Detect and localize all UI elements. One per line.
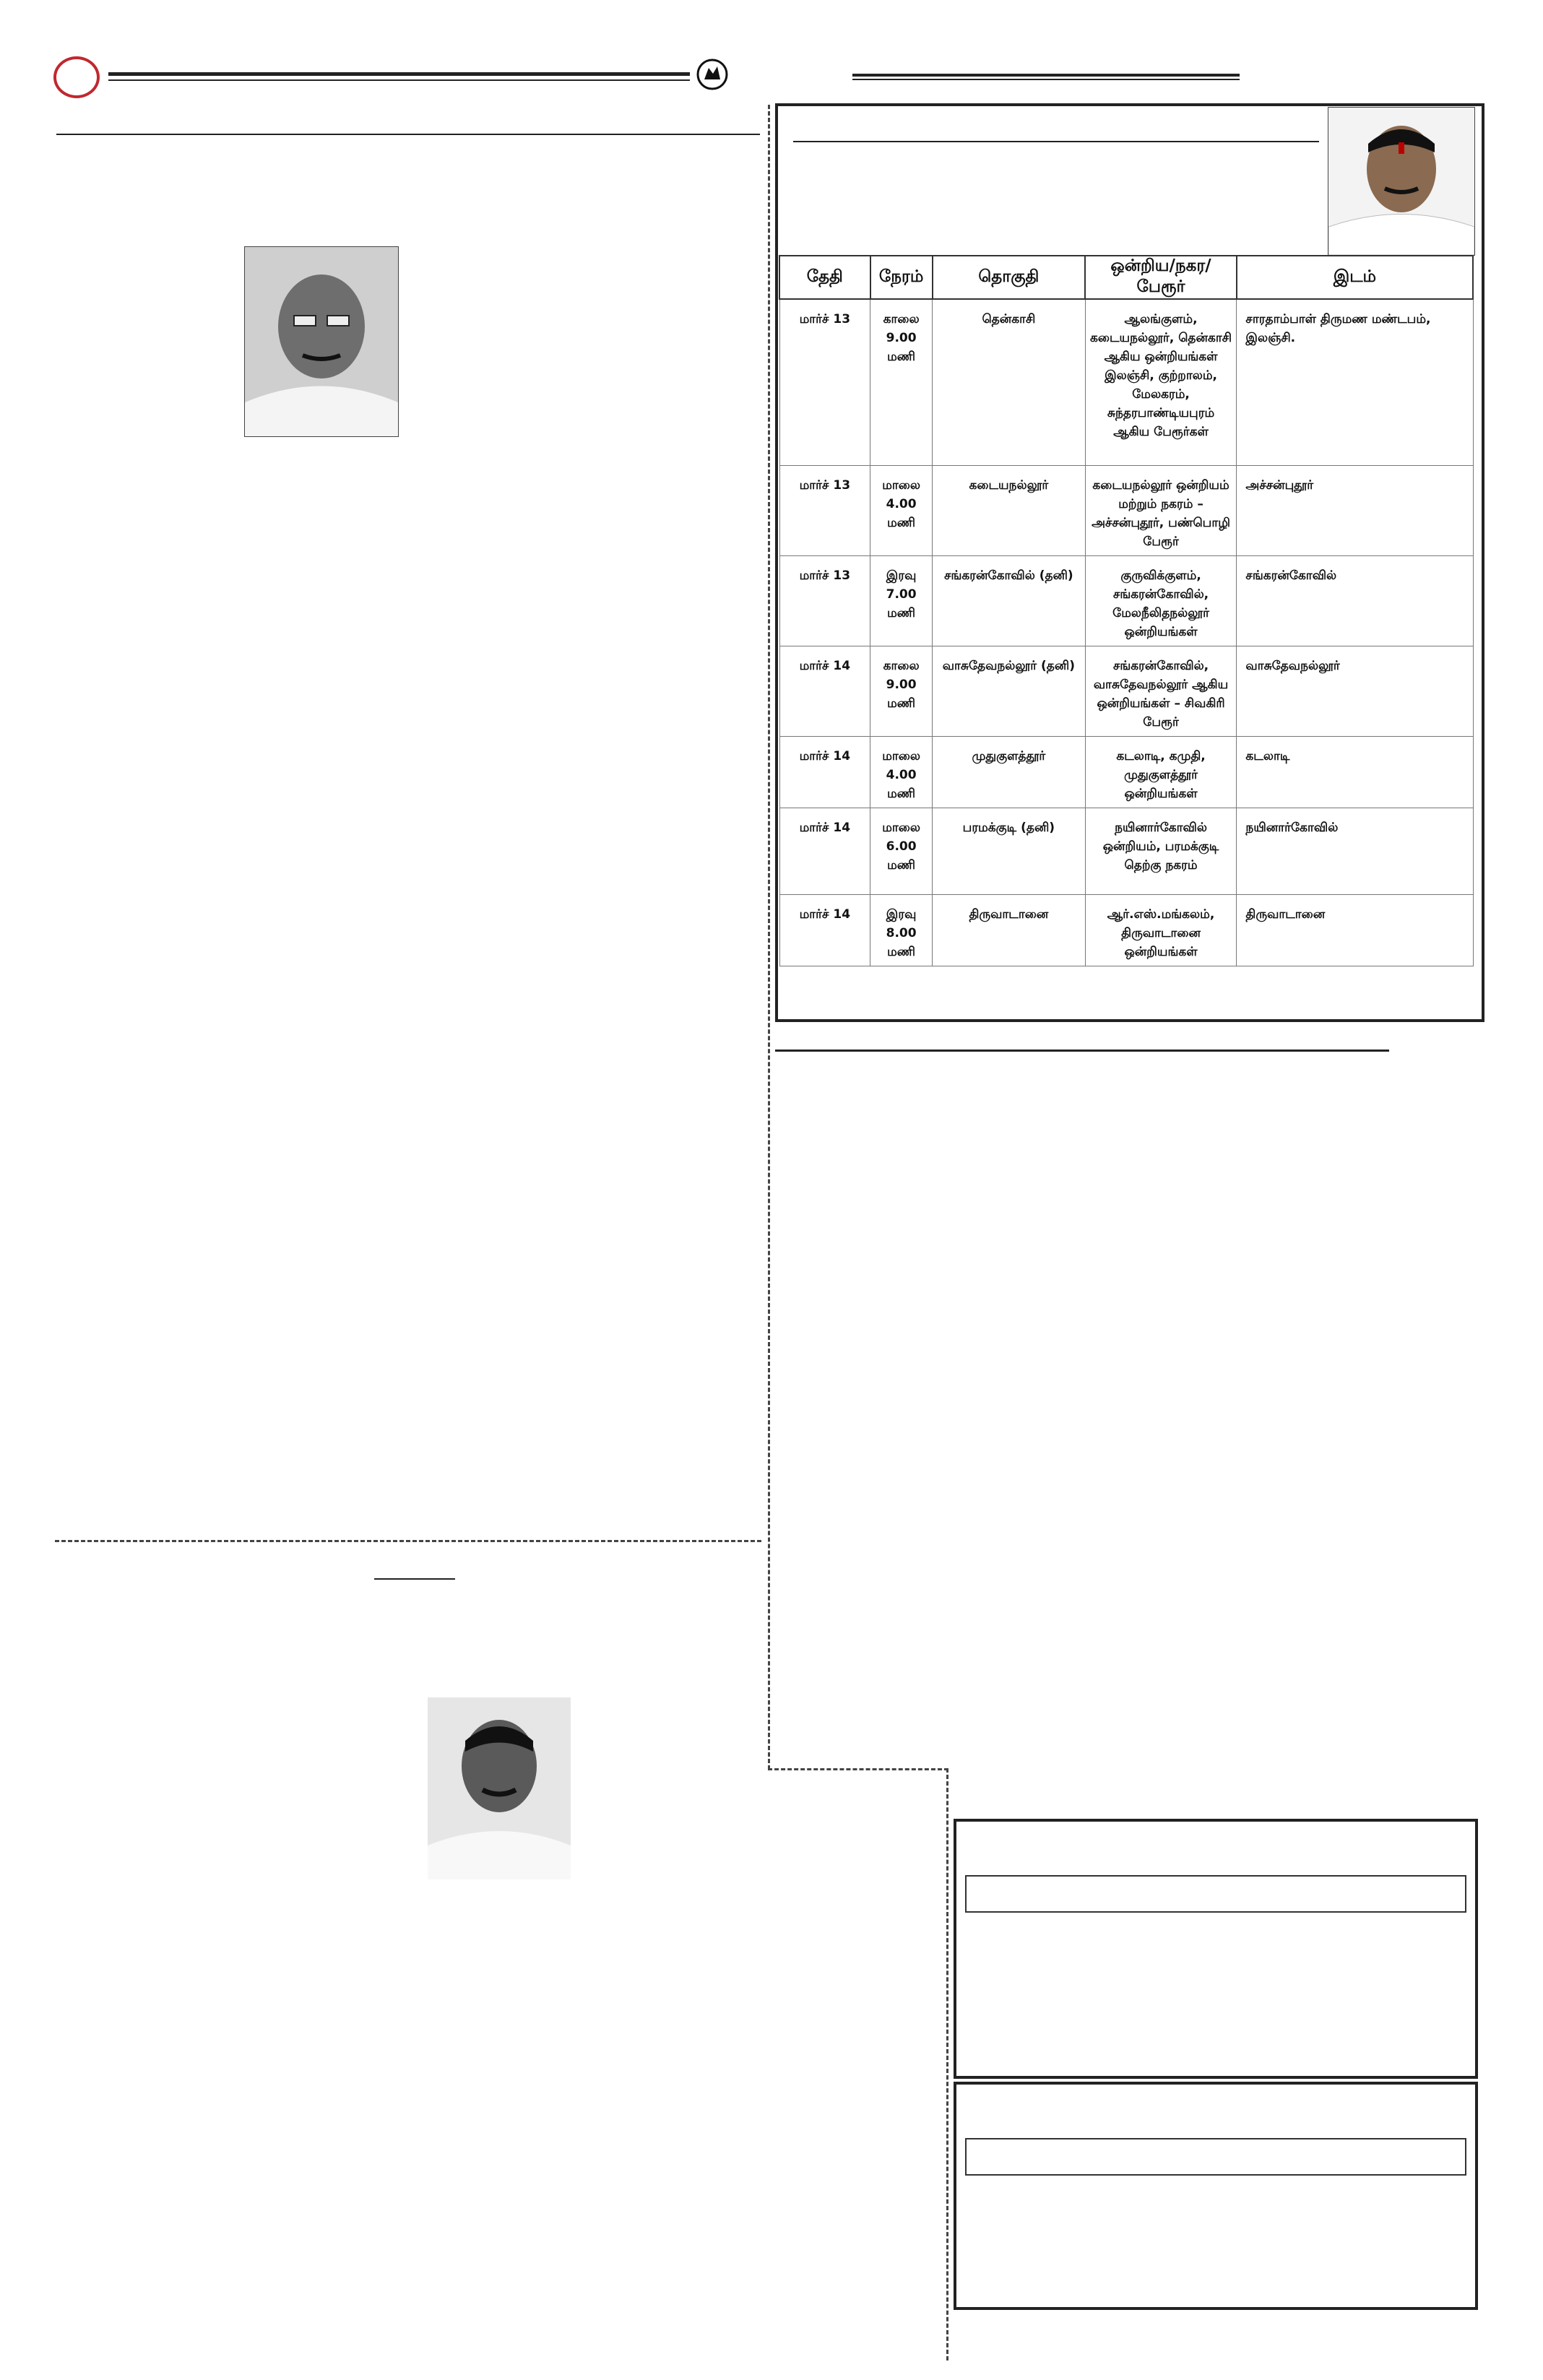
cell-union: ஆர்.எஸ்.மங்கலம், திருவாடானை ஒன்றியங்கள் (1085, 894, 1237, 966)
header-time: நேரம் (870, 256, 933, 299)
cell-date: மார்ச் 14 (779, 646, 870, 736)
right-story-rule (775, 1050, 1389, 1052)
left-section-divider (55, 1540, 761, 1542)
leader-photo-schedule (1328, 107, 1475, 256)
notice-box-2 (954, 2082, 1478, 2310)
cell-time: மாலை 4.00 மணி (870, 736, 933, 808)
header-union: ஒன்றிய/நகர/பேரூர் (1085, 256, 1237, 299)
cell-constituency: கடையநல்லூர் (933, 465, 1086, 555)
cell-union: கடலாடி, கமுதி, முதுகுளத்தூர் ஒன்றியங்கள் (1085, 736, 1237, 808)
right-header-rule-thin (852, 79, 1240, 80)
cell-constituency: வாசுதேவநல்லூர் (தனி) (933, 646, 1086, 736)
cell-time: காலை 9.00 மணி (870, 299, 933, 465)
notice-box-1-banner (965, 1875, 1466, 1913)
schedule-headline-rule (793, 141, 1319, 142)
header-venue: இடம் (1237, 256, 1473, 299)
cell-constituency: பரமக்குடி (தனி) (933, 808, 1086, 894)
cell-union: குருவிக்குளம், சங்கரன்கோவில், மேலநீலிதநல்லூர் ஒன்றியங்கள் (1085, 555, 1237, 646)
table-row (779, 555, 1473, 646)
cell-venue: அச்சன்புதூர் (1237, 465, 1473, 555)
cell-constituency: தென்காசி (933, 299, 1086, 465)
header-date: தேதி (779, 256, 870, 299)
cell-venue: சங்கரன்கோவில் (1237, 555, 1473, 646)
cell-union: கடையநல்லூர் ஒன்றியம் மற்றும் நகரம் – அச்சன்புதூர், பண்பொழி பேரூர் (1085, 465, 1237, 555)
cell-union: ஆலங்குளம், கடையநல்லூர், தென்காசி ஆகிய ஒன்றியங்கள் இலஞ்சி, குற்றாலம், மேலகரம், சுந்தரபாண்டியபுரம் ஆகிய பேரூர்கள் (1085, 299, 1237, 465)
cell-date: மார்ச் 14 (779, 894, 870, 966)
notice-box-2-banner (965, 2138, 1466, 2176)
cell-date: மார்ச் 13 (779, 299, 870, 465)
leader-photo-bottom (428, 1697, 571, 1879)
column-divider (768, 105, 770, 1770)
cell-venue: திருவாடானை (1237, 894, 1473, 966)
cell-union: சங்கரன்கோவில், வாசுதேவநல்லூர் ஆகிய ஒன்றியங்கள் – சிவகிரி பேரூர் (1085, 646, 1237, 736)
cell-constituency: திருவாடானை (933, 894, 1086, 966)
table-row (779, 808, 1473, 894)
right-header-rule (852, 74, 1240, 77)
masthead-page-badge (53, 56, 100, 98)
table-row (779, 646, 1473, 736)
left-headline-rule (56, 134, 760, 135)
cell-time: காலை 9.00 மணி (870, 646, 933, 736)
bottom-box-divider-v (946, 1768, 948, 2360)
left-subhead-rule (374, 1578, 455, 1580)
cell-date: மார்ச் 14 (779, 736, 870, 808)
table-row (779, 894, 1473, 966)
header-constituency: தொகுதி (933, 256, 1086, 299)
table-row (779, 465, 1473, 555)
masthead-rule-thin (108, 79, 690, 81)
bottom-box-divider-h (768, 1768, 948, 1770)
cell-time: மாலை 6.00 மணி (870, 808, 933, 894)
notice-box-1 (954, 1819, 1478, 2079)
masthead-rule (108, 72, 690, 76)
table-row (779, 299, 1473, 465)
cell-venue: நயினார்கோவில் (1237, 808, 1473, 894)
table-row (779, 736, 1473, 808)
cell-date: மார்ச் 14 (779, 808, 870, 894)
cell-union: நயினார்கோவில் ஒன்றியம், பரமக்குடி தெற்கு நகரம் (1085, 808, 1237, 894)
leader-photo-top-left (244, 246, 399, 437)
cell-venue: வாசுதேவநல்லூர் (1237, 646, 1473, 736)
cell-date: மார்ச் 13 (779, 555, 870, 646)
cell-constituency: சங்கரன்கோவில் (தனி) (933, 555, 1086, 646)
cell-venue: சாரதாம்பாள் திருமண மண்டபம், இலஞ்சி. (1237, 299, 1473, 465)
cell-time: இரவு 8.00 மணி (870, 894, 933, 966)
cell-time: இரவு 7.00 மணி (870, 555, 933, 646)
cell-time: மாலை 4.00 மணி (870, 465, 933, 555)
cell-venue: கடலாடி (1237, 736, 1473, 808)
party-emblem-icon (696, 58, 729, 91)
campaign-schedule-table (779, 255, 1474, 966)
schedule-header-row (779, 256, 1473, 299)
cell-date: மார்ச் 13 (779, 465, 870, 555)
cell-constituency: முதுகுளத்தூர் (933, 736, 1086, 808)
